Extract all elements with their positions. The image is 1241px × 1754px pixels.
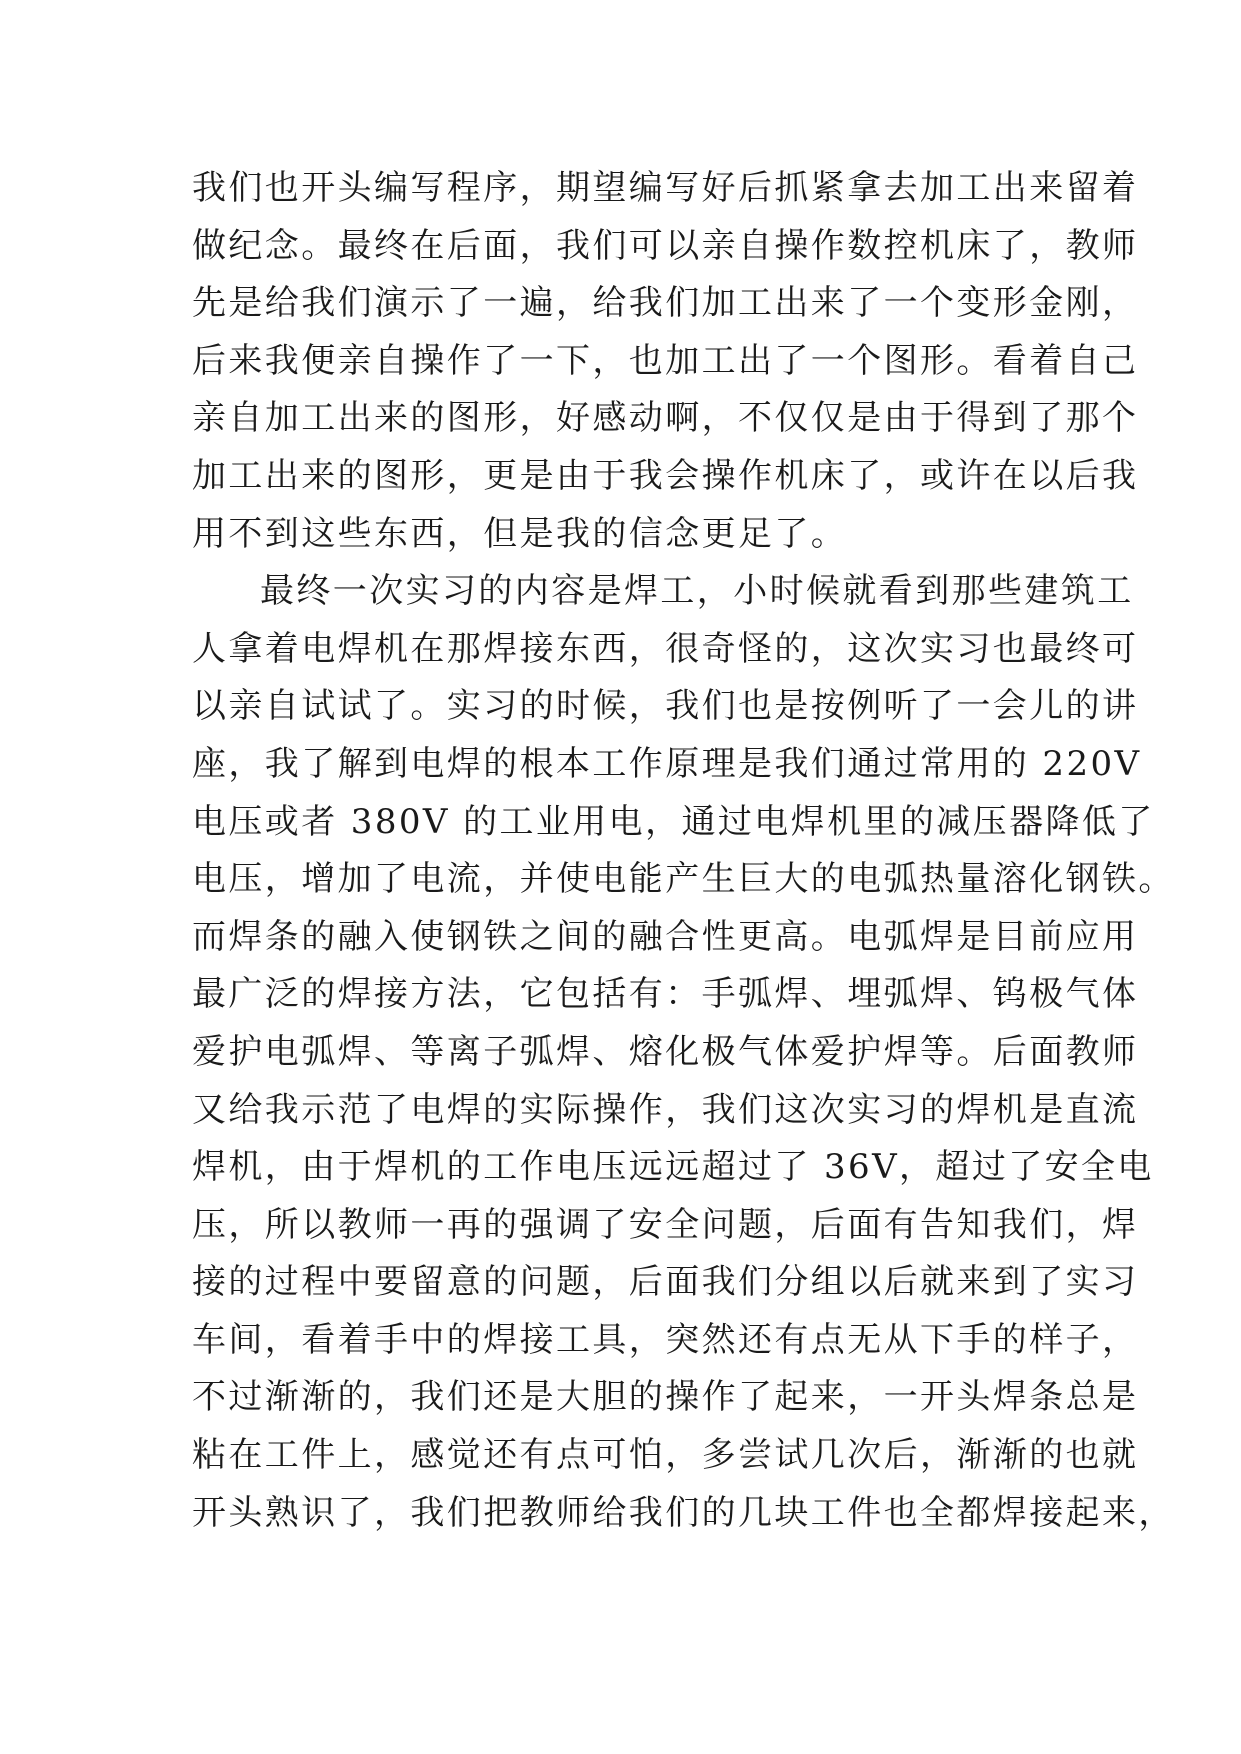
text-line: 而焊条的融入使钢铁之间的融合性更高。电弧焊是目前应用 (192, 916, 1139, 957)
paragraph-2 (192, 563, 1175, 1542)
text-line: 人拿着电焊机在那焊接东西，很奇怪的，这次实习也最终可 (192, 628, 1139, 669)
text-line: 做纪念。最终在后面，我们可以亲自操作数控机床了，教师 (192, 225, 1139, 266)
text-line: 加工出来的图形，更是由于我会操作机床了，或许在以后我 (192, 455, 1139, 496)
text-line: 不过渐渐的，我们还是大胆的操作了起来，一开头焊条总是 (192, 1377, 1139, 1418)
text-line: 亲自加工出来的图形，好感动啊，不仅仅是由于得到了那个 (192, 398, 1139, 439)
text-line: 先是给我们演示了一遍，给我们加工出来了一个变形金刚， (192, 283, 1139, 324)
text-line: 最广泛的焊接方法，它包括有：手弧焊、埋弧焊、钨极气体 (192, 974, 1139, 1015)
text-line: 电压或者 380V 的工业用电，通过电焊机里的减压器降低了 (192, 801, 1155, 842)
text-line: 开头熟识了，我们把教师给我们的几块工件也全都焊接起来， (192, 1492, 1175, 1533)
text-line: 压，所以教师一再的强调了安全问题，后面有告知我们，焊 (192, 1204, 1139, 1245)
text-line: 后来我便亲自操作了一下，也加工出了一个图形。看着自己 (192, 340, 1139, 381)
text-line: 座，我了解到电焊的根本工作原理是我们通过常用的 220V (192, 743, 1142, 784)
text-line: 以亲自试试了。实习的时候，我们也是按例听了一会儿的讲 (192, 686, 1139, 727)
text-line: 车间，看着手中的焊接工具，突然还有点无从下手的样子， (192, 1319, 1139, 1360)
text-line: 用不到这些东西，但是我的信念更足了。 (192, 513, 848, 554)
paragraph-1 (192, 160, 1139, 563)
text-line: 电压，增加了电流，并使电能产生巨大的电弧热量溶化钢铁。 (192, 859, 1175, 900)
text-line: 焊机，由于焊机的工作电压远远超过了 36V，超过了安全电 (192, 1147, 1154, 1188)
text-line: 粘在工件上，感觉还有点可怕，多尝试几次后，渐渐的也就 (192, 1435, 1139, 1476)
text-line: 接的过程中要留意的问题，后面我们分组以后就来到了实习 (192, 1262, 1139, 1303)
text-line: 爱护电弧焊、等离子弧焊、熔化极气体爱护焊等。后面教师 (192, 1031, 1139, 1072)
text-line: 又给我示范了电焊的实际操作，我们这次实习的焊机是直流 (192, 1089, 1139, 1130)
text-line: 我们也开头编写程序，期望编写好后抓紧拿去加工出来留着 (192, 168, 1139, 208)
document-body (192, 160, 1175, 1542)
text-line: 最终一次实习的内容是焊工，小时候就看到那些建筑工 (260, 571, 1134, 612)
